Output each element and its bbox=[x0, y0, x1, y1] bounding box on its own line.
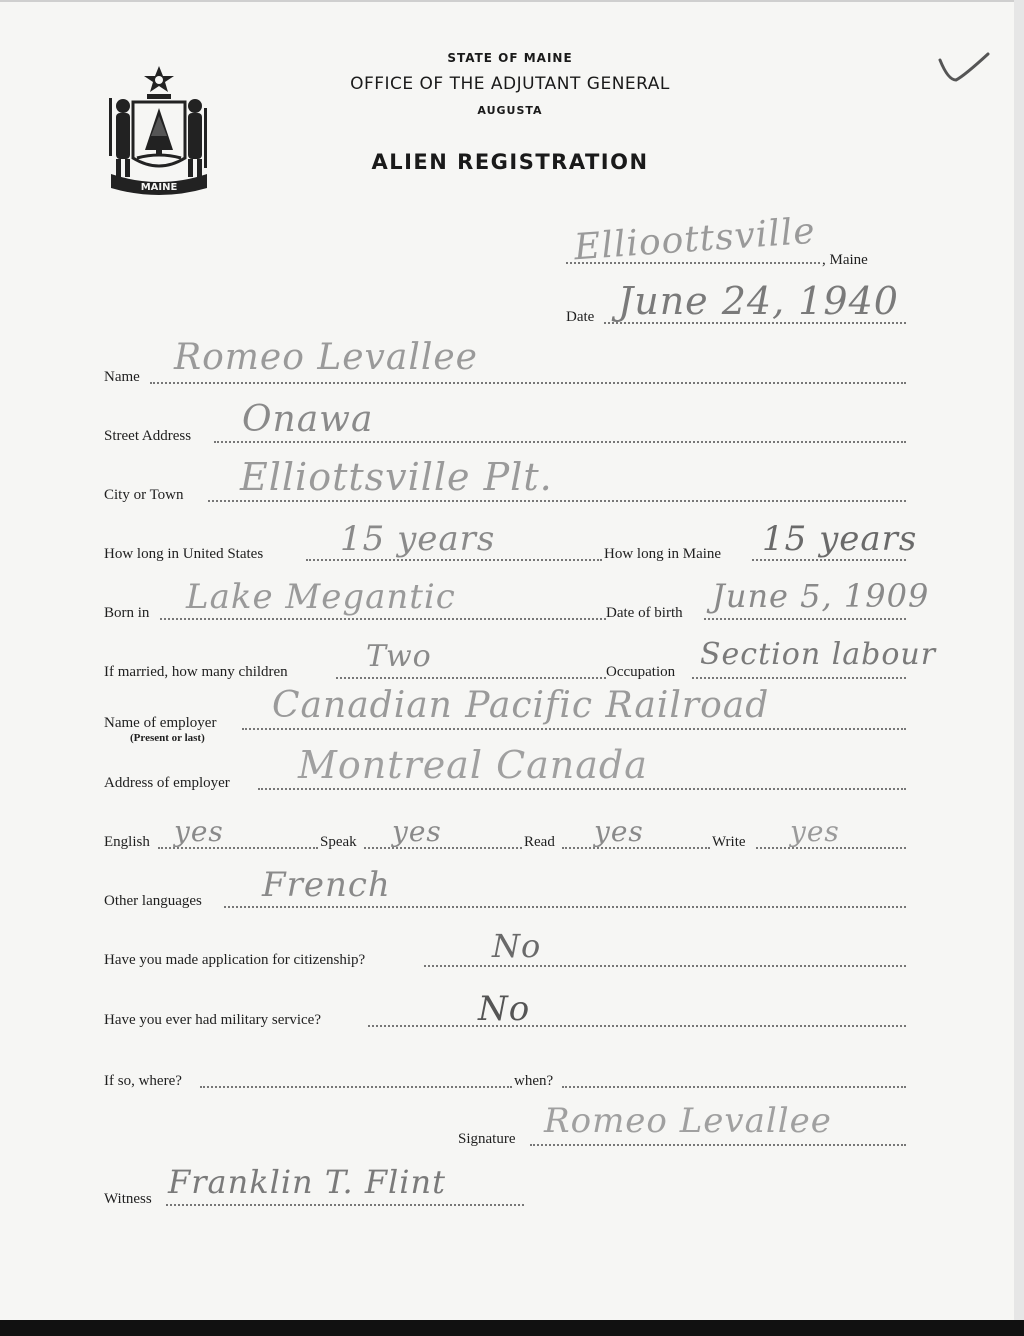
military-label: Have you ever had military service? bbox=[104, 1012, 321, 1028]
write-value: yes bbox=[790, 815, 840, 848]
speak-value: yes bbox=[392, 815, 442, 848]
children-line bbox=[336, 677, 606, 679]
street-address-line bbox=[214, 441, 906, 443]
street-address-value: Onawa bbox=[242, 399, 374, 440]
form-title: ALIEN REGISTRATION bbox=[371, 150, 649, 174]
employer-address-value: Montreal Canada bbox=[298, 743, 648, 787]
signature-label: Signature bbox=[458, 1131, 516, 1147]
if-so-where-label: If so, where? bbox=[104, 1073, 182, 1089]
english-value: yes bbox=[174, 815, 224, 848]
born-in-line bbox=[160, 618, 606, 620]
witness-value: Franklin T. Flint bbox=[168, 1163, 446, 1201]
if-so-where-line bbox=[200, 1086, 512, 1088]
children-value: Two bbox=[366, 639, 432, 674]
how-long-us-line bbox=[306, 559, 602, 561]
header-state: STATE OF MAINE bbox=[447, 51, 573, 65]
employer-name-line bbox=[242, 728, 906, 730]
occupation-label: Occupation bbox=[606, 664, 676, 680]
born-in-label: Born in bbox=[104, 605, 150, 621]
english-label: English bbox=[104, 834, 150, 850]
place-value: Ellioottsville bbox=[572, 210, 817, 269]
other-languages-label: Other languages bbox=[104, 893, 202, 909]
seal-motto-text: MAINE bbox=[140, 182, 178, 193]
read-label: Read bbox=[524, 834, 555, 850]
date-of-birth-line bbox=[704, 618, 906, 620]
employer-address-line bbox=[258, 788, 906, 790]
signature-value: Romeo Levallee bbox=[544, 1101, 832, 1141]
other-languages-line bbox=[224, 906, 906, 908]
date-of-birth-label: Date of birth bbox=[606, 605, 683, 621]
name-value: Romeo Levallee bbox=[174, 337, 478, 378]
born-in-value: Lake Megantic bbox=[186, 577, 456, 617]
when-label: when? bbox=[514, 1073, 554, 1089]
speak-label: Speak bbox=[320, 834, 357, 850]
scan-right-edge bbox=[1014, 0, 1024, 1320]
how-long-maine-value: 15 years bbox=[762, 519, 918, 559]
check-mark-glyph: ✓ bbox=[974, 84, 975, 85]
scan-top-edge bbox=[0, 0, 1024, 2]
other-languages-value: French bbox=[262, 865, 391, 905]
scan-bottom-edge bbox=[0, 1320, 1024, 1336]
employer-name-sublabel: (Present or last) bbox=[130, 732, 205, 744]
when-line bbox=[562, 1086, 906, 1088]
citizenship-label: Have you made application for citizenship? bbox=[104, 952, 366, 968]
employer-name-value: Canadian Pacific Railroad bbox=[272, 685, 770, 726]
street-address-label: Street Address bbox=[104, 428, 192, 444]
city-or-town-value: Elliottsville Plt. bbox=[240, 455, 553, 499]
read-value: yes bbox=[594, 815, 644, 848]
witness-line bbox=[166, 1204, 524, 1206]
write-label: Write bbox=[712, 834, 746, 850]
date-label: Date bbox=[566, 309, 595, 325]
occupation-value: Section labour bbox=[700, 637, 937, 672]
employer-address-label: Address of employer bbox=[104, 775, 230, 791]
header-office: OFFICE OF THE ADJUTANT GENERAL bbox=[350, 74, 670, 94]
military-line bbox=[368, 1025, 906, 1027]
name-label: Name bbox=[104, 369, 140, 385]
signature-line bbox=[530, 1144, 906, 1146]
military-value: No bbox=[478, 989, 531, 1029]
city-or-town-line bbox=[208, 500, 906, 502]
how-long-us-value: 15 years bbox=[340, 519, 496, 559]
witness-label: Witness bbox=[104, 1191, 152, 1207]
date-value: June 24, 1940 bbox=[618, 279, 899, 323]
children-label: If married, how many children bbox=[104, 664, 288, 680]
how-long-maine-label: How long in Maine bbox=[604, 546, 722, 562]
place-suffix: , Maine bbox=[822, 252, 868, 268]
date-of-birth-value: June 5, 1909 bbox=[712, 577, 930, 615]
citizenship-line bbox=[424, 965, 906, 967]
employer-name-label: Name of employer bbox=[104, 715, 217, 731]
check-mark-icon bbox=[934, 50, 994, 86]
maine-state-seal-icon bbox=[103, 62, 215, 198]
name-line bbox=[150, 382, 906, 384]
header-city: AUGUSTA bbox=[477, 104, 543, 117]
occupation-line bbox=[692, 677, 906, 679]
how-long-us-label: How long in United States bbox=[104, 546, 264, 562]
speak-line bbox=[364, 847, 522, 849]
city-or-town-label: City or Town bbox=[104, 487, 184, 503]
how-long-maine-line bbox=[752, 559, 906, 561]
citizenship-value: No bbox=[492, 927, 542, 965]
